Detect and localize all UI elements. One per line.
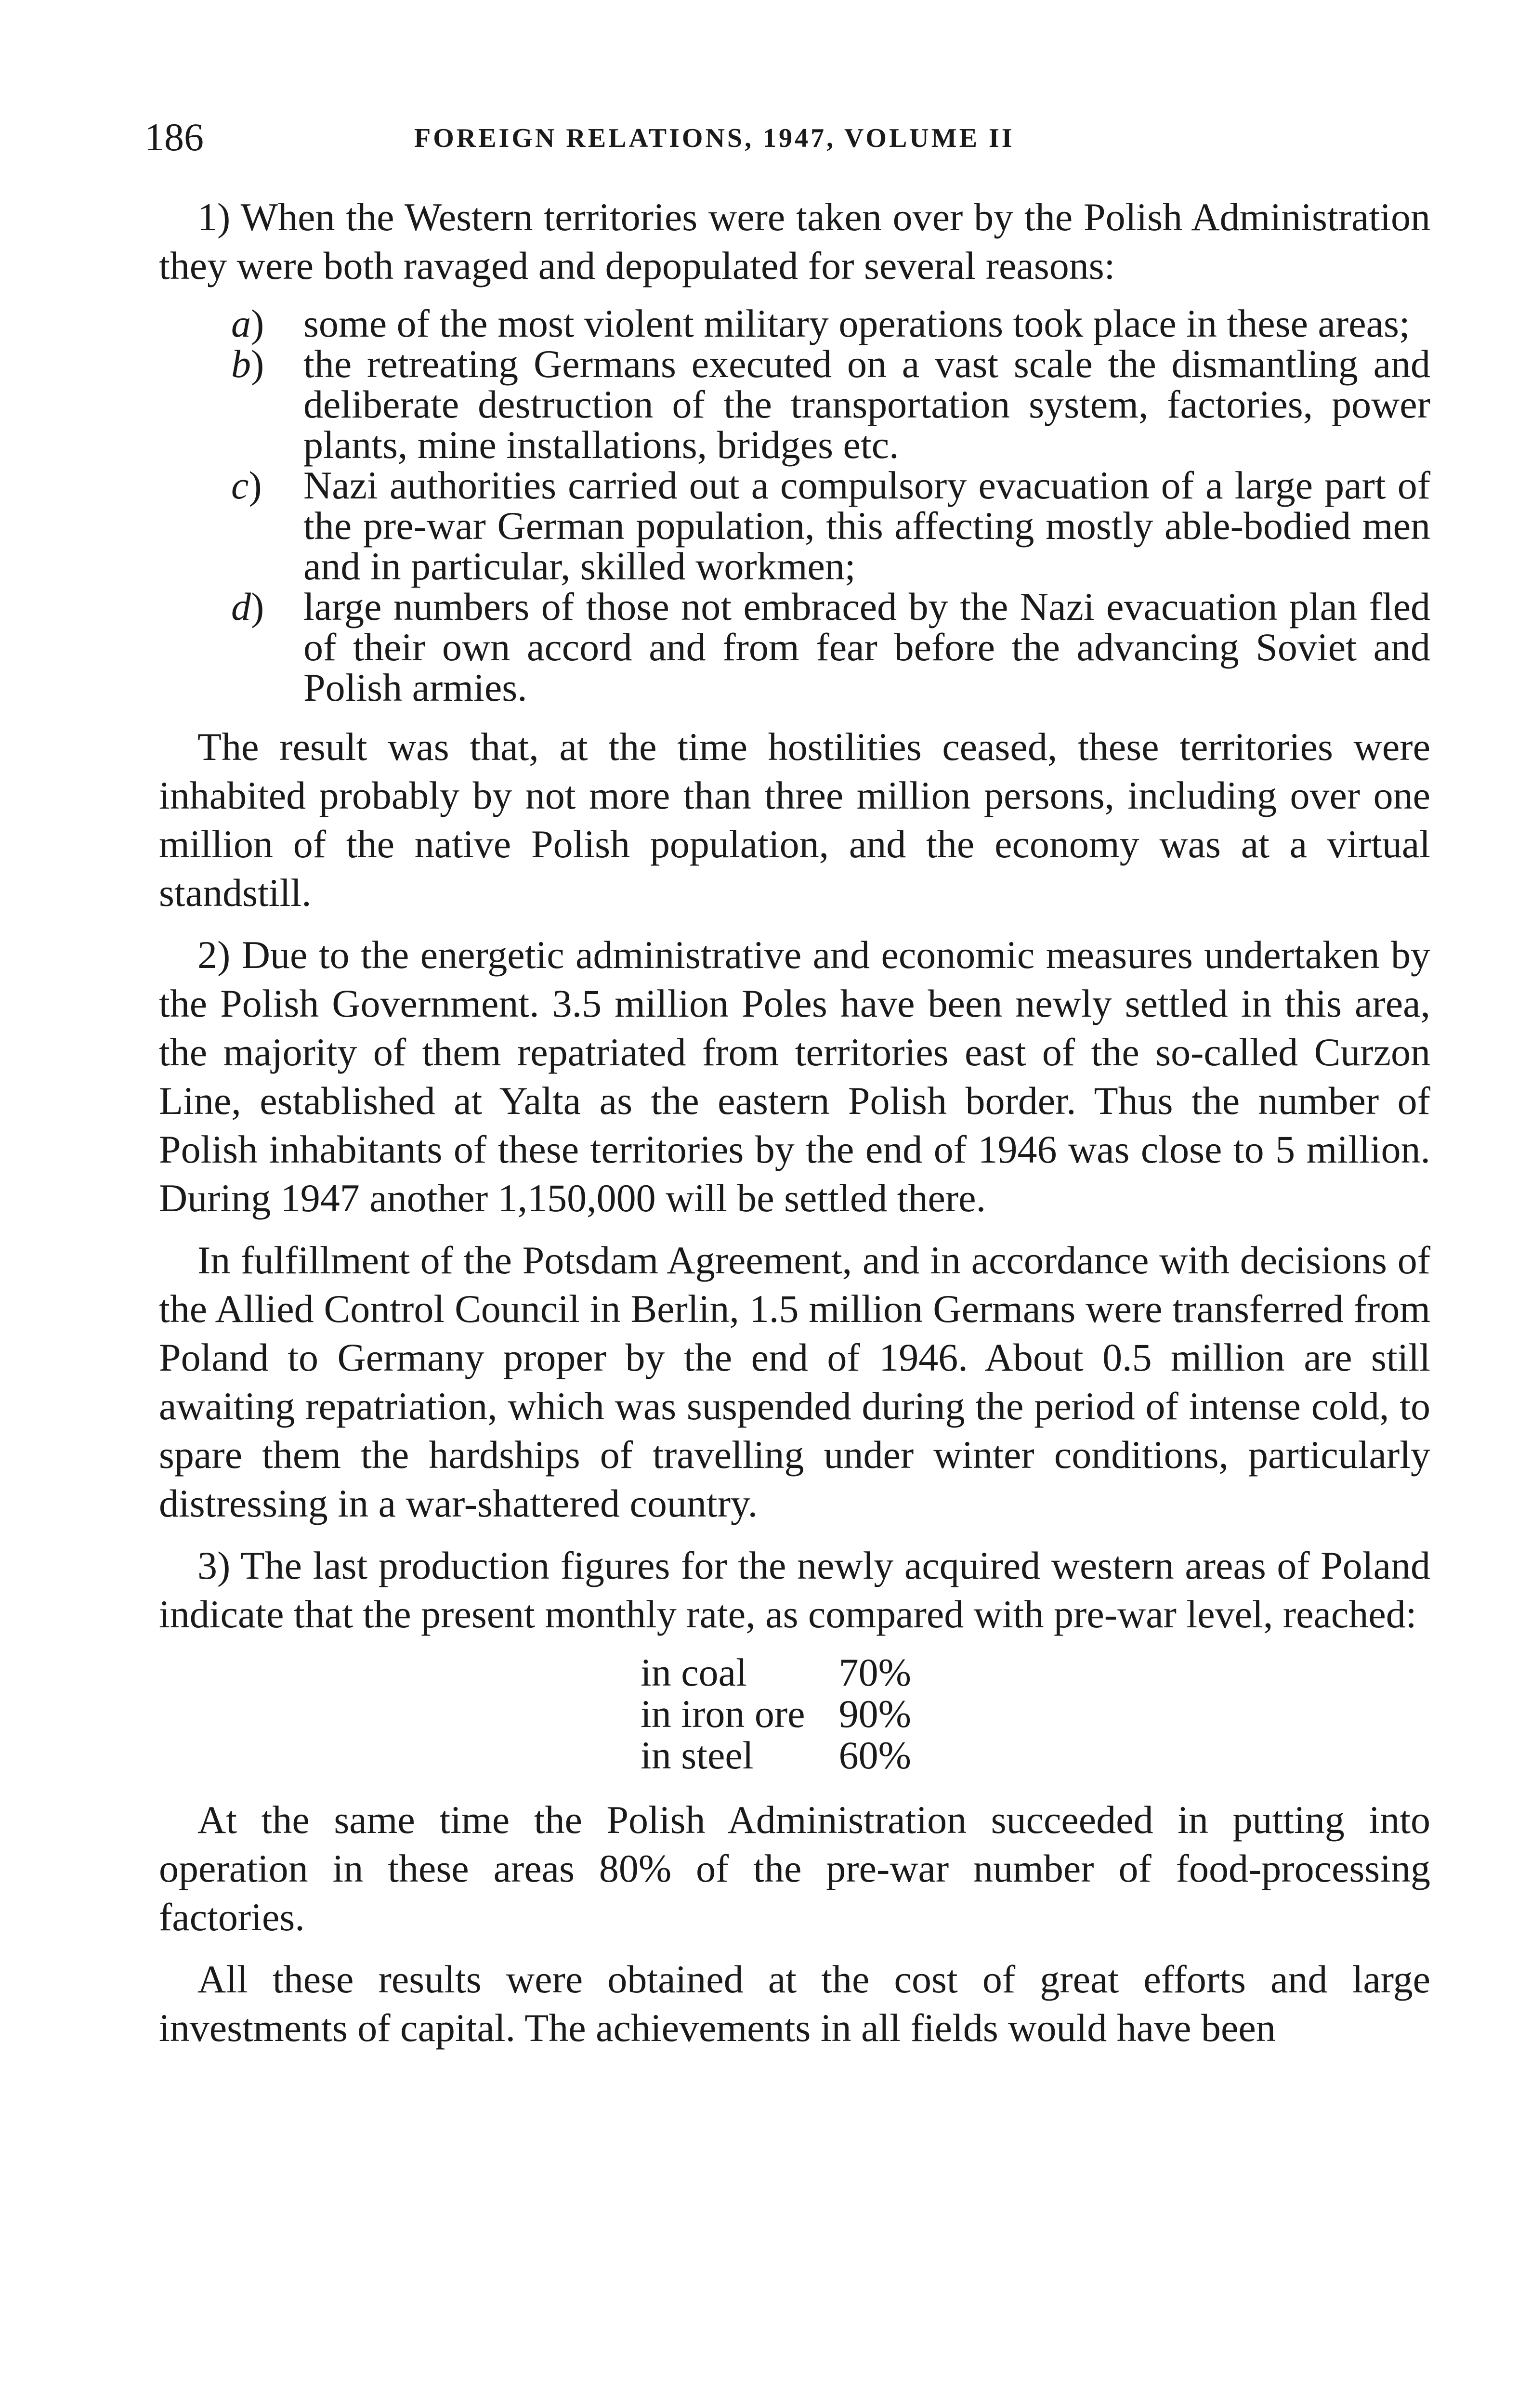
production-stats-table bbox=[641, 1652, 911, 1776]
stats-value: 90% bbox=[838, 1692, 911, 1736]
stats-value: 70% bbox=[838, 1650, 911, 1694]
running-title: FOREIGN RELATIONS, 1947, VOLUME II bbox=[414, 123, 1015, 153]
reason-label: c ) bbox=[231, 465, 262, 506]
reason-text: the retreating Germans executed on a vast scale the dismantling and deliberate destruction of the transportation system, factories, power plants, mine installations, bridges etc. bbox=[303, 342, 1430, 467]
page-number: 186 bbox=[144, 115, 204, 159]
reason-label: b ) bbox=[231, 344, 264, 384]
section-2-paragraph-2: In fulfillment of the Potsdam Agreement, and in accordance with decisions of the Allied Control Council in Berlin, 1.5 million Germans were transferred from Poland to Germany proper by the end of 1946. About 0.5 million are still awaiting repatriation, which was suspended during the period of intense cold, to spare them the hardships of travelling under winter conditions, particularly distressing in a war-shattered country. bbox=[159, 1238, 1430, 1525]
reason-text: Nazi authorities carried out a compulsory evacuation of a large part of the pre-war German population, this affecting mostly able-bodied men and in particular, skilled workmen; bbox=[303, 463, 1430, 588]
stats-row bbox=[641, 1652, 911, 1693]
stats-label: in steel bbox=[641, 1733, 754, 1777]
section-3-paragraph-1: At the same time the Polish Administration succeeded in putting into operation in these areas 80% of the pre-war number of food-processing factories. bbox=[159, 1798, 1430, 1939]
stats-label: in coal bbox=[641, 1650, 747, 1694]
reason-item-a bbox=[159, 303, 1430, 344]
reason-item-b bbox=[159, 344, 1430, 465]
reason-item-c bbox=[159, 465, 1430, 587]
section-3-paragraph-2: All these results were obtained at the cost of great efforts and large investments of capital. The achievements in all fields would have been bbox=[159, 1957, 1430, 2050]
stats-label: in iron ore bbox=[641, 1692, 805, 1736]
reason-text: large numbers of those not embraced by the Nazi evacuation plan fled of their own accord and from fear before the advancing Soviet and Polish armies. bbox=[303, 585, 1430, 709]
stats-row bbox=[641, 1693, 911, 1735]
page-header bbox=[144, 111, 1435, 169]
section-2-paragraph-1: 2) Due to the energetic administrative and economic measures undertaken by the Polish Government. 3.5 million Poles have been newly settled in this area, the majority of them repatriated from territories east of the so-called Curzon Line, established at Yalta as the eastern Polish border. Thus the number of Polish inhabitants of these territories by the end of 1946 was close to 5 million. During 1947 another 1,150,000 will be settled there. bbox=[159, 933, 1430, 1220]
section-1-result: The result was that, at the time hostilities ceased, these territories were inhabited probably by not more than three million persons, including over one million of the native Polish population, and the economy was at a virtual standstill. bbox=[159, 725, 1430, 915]
section-3-intro: 3) The last production figures for the newly acquired western areas of Poland indicate that the present monthly rate, as compared with pre-war level, reached: bbox=[159, 1544, 1430, 1636]
reason-text: some of the most violent military operations took place in these areas; bbox=[303, 301, 1410, 345]
section-1-intro: 1) When the Western territories were taken over by the Polish Administration they were both ravaged and depopulated for several reasons: bbox=[159, 195, 1430, 288]
reason-label: a ) bbox=[231, 303, 264, 344]
page-body bbox=[159, 193, 1430, 2066]
stats-value: 60% bbox=[838, 1733, 911, 1777]
reason-label: d ) bbox=[231, 587, 264, 627]
reason-item-d bbox=[159, 587, 1430, 708]
stats-row bbox=[641, 1735, 911, 1776]
reasons-list bbox=[159, 303, 1430, 708]
